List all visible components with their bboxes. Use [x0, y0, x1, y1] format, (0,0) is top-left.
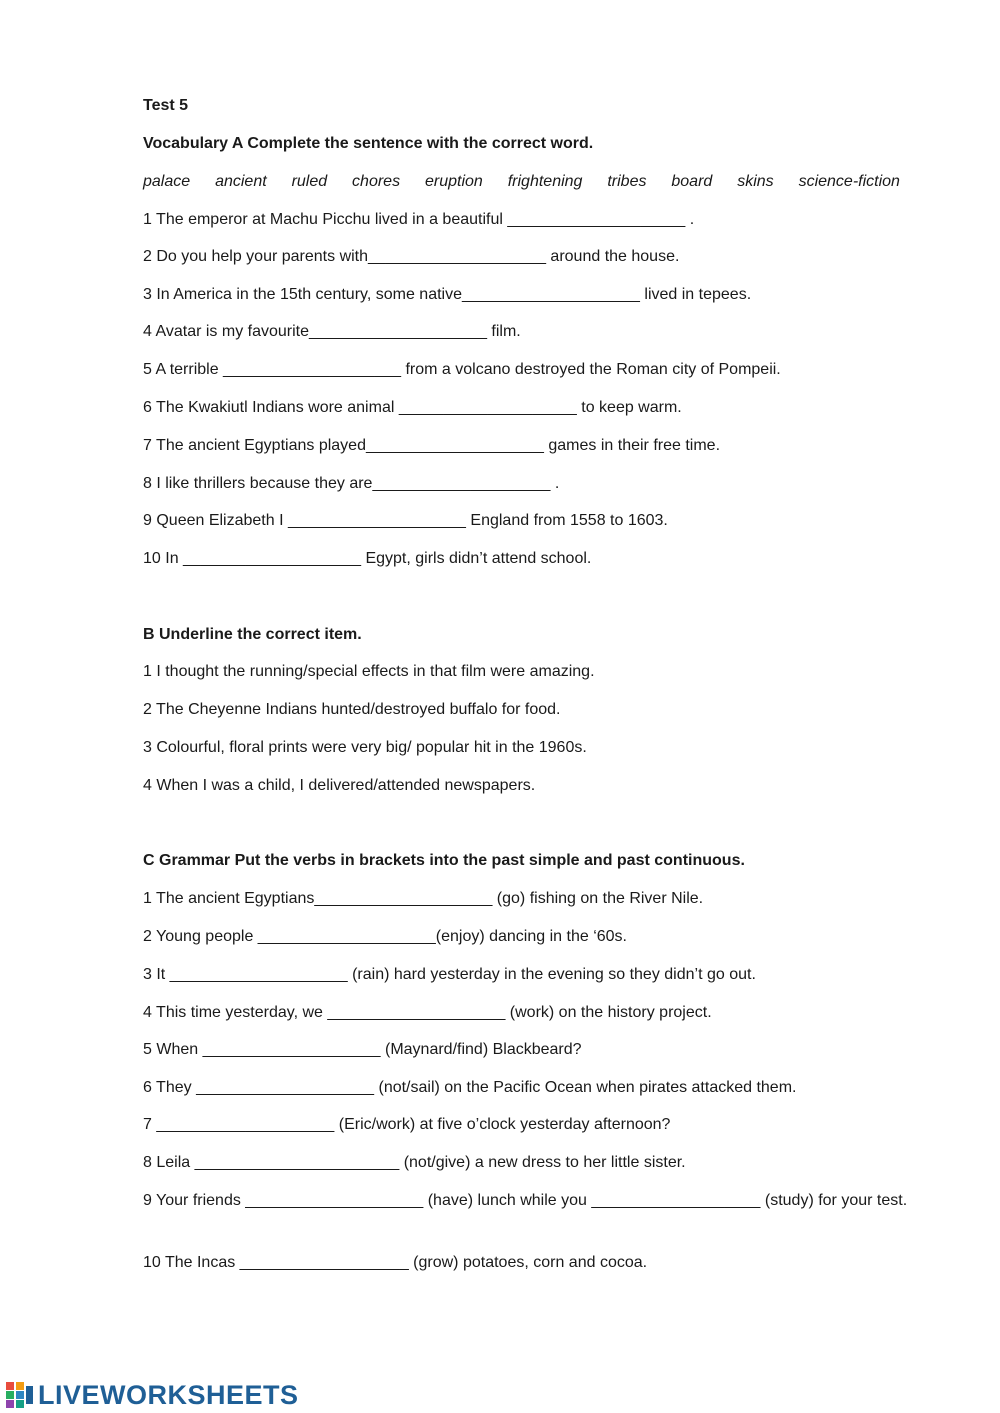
logo-icon — [6, 1382, 34, 1408]
vocab-item-7: 7 The ancient Egyptians played____________________ games in their free time. — [143, 437, 721, 454]
word-bank-item: frightening — [507, 173, 583, 190]
word-bank-item: board — [671, 173, 713, 190]
grammar-item-10: 10 The Incas ___________________ (grow) potatoes, corn and cocoa. — [143, 1254, 648, 1271]
word-bank-item: tribes — [607, 173, 647, 190]
vocab-item-4: 4 Avatar is my favourite____________________ film. — [143, 323, 521, 340]
word-bank-item: chores — [352, 173, 401, 190]
word-bank — [143, 170, 900, 194]
underline-item-3: 3 Colourful, floral prints were very big/ popular hit in the 1960s. — [143, 739, 587, 756]
underline-item-1: 1 I thought the running/special effects in that film were amazing. — [143, 663, 595, 680]
grammar-item-2: 2 Young people ____________________(enjoy) dancing in the ‘60s. — [143, 928, 627, 945]
grammar-item-6: 6 They ____________________ (not/sail) on the Pacific Ocean when pirates attacked them. — [143, 1079, 797, 1096]
section-a-heading: Vocabulary A Complete the sentence with the correct word. — [143, 135, 594, 152]
grammar-item-7: 7 ____________________ (Eric/work) at five o’clock yesterday afternoon? — [143, 1116, 671, 1133]
vocab-item-8: 8 I like thrillers because they are____________________ . — [143, 475, 560, 492]
word-bank-item: eruption — [424, 173, 483, 190]
vocab-item-5: 5 A terrible ____________________ from a volcano destroyed the Roman city of Pompeii. — [143, 361, 781, 378]
grammar-item-5: 5 When ____________________ (Maynard/find) Blackbeard? — [143, 1041, 582, 1058]
word-bank-item: ruled — [291, 173, 328, 190]
vocab-item-2: 2 Do you help your parents with____________________ around the house. — [143, 248, 680, 265]
liveworksheets-logo[interactable] — [6, 1380, 299, 1410]
vocab-item-9: 9 Queen Elizabeth I ____________________ England from 1558 to 1603. — [143, 512, 668, 529]
word-bank-item: skins — [737, 173, 774, 190]
vocab-item-6: 6 The Kwakiutl Indians wore animal ____________________ to keep warm. — [143, 399, 682, 416]
word-bank-item: palace — [143, 173, 191, 190]
section-c-heading: C Grammar Put the verbs in brackets into the past simple and past continuous. — [143, 852, 745, 869]
word-bank-item: science-fiction — [798, 173, 900, 190]
logo-text: LIVEWORKSHEETS — [38, 1379, 299, 1410]
grammar-item-4: 4 This time yesterday, we ____________________ (work) on the history project. — [143, 1004, 712, 1021]
grammar-item-8: 8 Leila _______________________ (not/give) a new dress to her little sister. — [143, 1154, 686, 1171]
grammar-item-9: 9 Your friends ____________________ (have) lunch while you ___________________ (study) for your test. — [143, 1192, 908, 1209]
grammar-item-1: 1 The ancient Egyptians____________________ (go) fishing on the River Nile. — [143, 890, 704, 907]
underline-item-4: 4 When I was a child, I delivered/attended newspapers. — [143, 777, 536, 794]
underline-item-2: 2 The Cheyenne Indians hunted/destroyed buffalo for food. — [143, 701, 561, 718]
word-bank-item: ancient — [215, 173, 267, 190]
vocab-item-1: 1 The emperor at Machu Picchu lived in a beautiful ____________________ . — [143, 211, 695, 228]
vocab-item-10: 10 In ____________________ Egypt, girls didn’t attend school. — [143, 550, 592, 567]
vocab-item-3: 3 In America in the 15th century, some native____________________ lived in tepees. — [143, 286, 752, 303]
test-title: Test 5 — [143, 97, 189, 114]
grammar-item-3: 3 It ____________________ (rain) hard yesterday in the evening so they didn’t go out. — [143, 966, 756, 983]
section-b-heading: B Underline the correct item. — [143, 626, 362, 643]
